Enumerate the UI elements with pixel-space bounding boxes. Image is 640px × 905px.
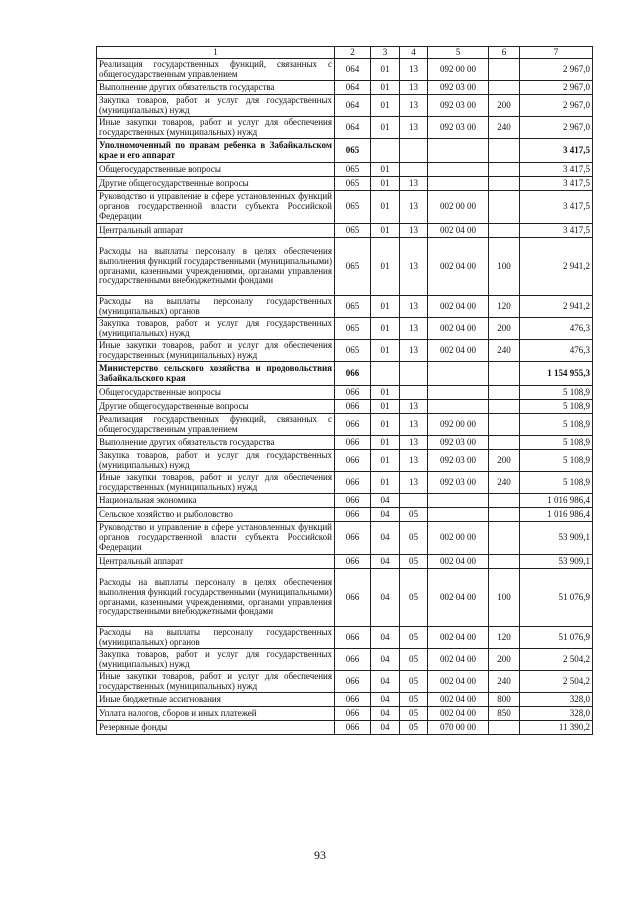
amount-cell: 5 108,9 — [520, 386, 593, 400]
expense-type-cell: 200 — [489, 649, 520, 671]
header-cell-6: 6 — [489, 47, 520, 59]
target-article-cell: 070 00 00 — [428, 721, 489, 735]
subsection-code-cell: 13 — [400, 95, 428, 117]
row-name-cell: Выполнение других обязательств государства — [97, 81, 335, 95]
row-name-cell: Уплата налогов, сборов и иных платежей — [97, 707, 335, 721]
section-code-cell: 01 — [371, 191, 400, 224]
target-article-cell: 002 04 00 — [428, 340, 489, 362]
amount-cell: 3 417,5 — [520, 191, 593, 224]
row-name-cell: Сельское хозяйство и рыболовство — [97, 508, 335, 522]
target-article-cell: 002 00 00 — [428, 191, 489, 224]
target-article-cell: 002 04 00 — [428, 649, 489, 671]
expense-type-cell: 240 — [489, 671, 520, 693]
row-name-cell: Общегосударственные вопросы — [97, 163, 335, 177]
subsection-code-cell: 13 — [400, 81, 428, 95]
amount-cell: 5 108,9 — [520, 472, 593, 494]
section-code-cell: 04 — [371, 555, 400, 569]
row-name-cell: Другие общегосударственные вопросы — [97, 400, 335, 414]
expense-type-cell: 120 — [489, 627, 520, 649]
table-row — [97, 224, 593, 238]
ministry-code-cell: 066 — [335, 693, 371, 707]
section-code-cell: 01 — [371, 318, 400, 340]
subsection-code-cell: 05 — [400, 569, 428, 627]
expense-type-cell: 200 — [489, 318, 520, 340]
expense-type-cell: 240 — [489, 340, 520, 362]
subsection-code-cell: 13 — [400, 472, 428, 494]
header-cell-7: 7 — [520, 47, 593, 59]
ministry-code-cell: 066 — [335, 707, 371, 721]
amount-cell: 2 967,0 — [520, 95, 593, 117]
amount-cell: 5 108,9 — [520, 414, 593, 436]
subsection-code-cell — [400, 362, 428, 386]
table-row — [97, 508, 593, 522]
expense-type-cell: 200 — [489, 450, 520, 472]
target-article-cell: 092 00 00 — [428, 59, 489, 81]
ministry-code-cell: 066 — [335, 522, 371, 555]
row-name-cell: Уполномоченный по правам ребенка в Забайкальском крае и его аппарат — [97, 139, 335, 163]
ministry-code-cell: 066 — [335, 414, 371, 436]
table-header-row — [97, 47, 593, 59]
ministry-code-cell: 065 — [335, 163, 371, 177]
expense-type-cell — [489, 400, 520, 414]
section-code-cell: 01 — [371, 224, 400, 238]
target-article-cell: 002 04 00 — [428, 671, 489, 693]
ministry-code-cell: 064 — [335, 59, 371, 81]
subsection-code-cell: 05 — [400, 522, 428, 555]
amount-cell: 2 941,2 — [520, 238, 593, 296]
ministry-code-cell: 065 — [335, 238, 371, 296]
ministry-code-cell: 066 — [335, 649, 371, 671]
row-name-cell: Расходы на выплаты персоналу государственных (муниципальных) органов — [97, 627, 335, 649]
section-code-cell: 04 — [371, 721, 400, 735]
row-name-cell: Расходы на выплаты персоналу государственных (муниципальных) органов — [97, 296, 335, 318]
table-row — [97, 362, 593, 386]
expense-type-cell: 100 — [489, 238, 520, 296]
header-cell-1: 1 — [97, 47, 335, 59]
amount-cell: 51 076,9 — [520, 627, 593, 649]
ministry-code-cell: 066 — [335, 436, 371, 450]
section-code-cell: 04 — [371, 569, 400, 627]
table-row — [97, 522, 593, 555]
subsection-code-cell: 05 — [400, 555, 428, 569]
amount-cell: 11 390,2 — [520, 721, 593, 735]
target-article-cell — [428, 386, 489, 400]
subsection-code-cell: 13 — [400, 450, 428, 472]
row-name-cell: Общегосударственные вопросы — [97, 386, 335, 400]
amount-cell: 3 417,5 — [520, 139, 593, 163]
table-row — [97, 450, 593, 472]
table-body — [97, 47, 593, 735]
subsection-code-cell: 05 — [400, 508, 428, 522]
ministry-code-cell: 066 — [335, 362, 371, 386]
ministry-code-cell: 065 — [335, 296, 371, 318]
target-article-cell: 092 03 00 — [428, 81, 489, 95]
table-row — [97, 139, 593, 163]
amount-cell: 476,3 — [520, 340, 593, 362]
ministry-code-cell: 065 — [335, 177, 371, 191]
table-row — [97, 569, 593, 627]
ministry-code-cell: 066 — [335, 555, 371, 569]
amount-cell: 2 941,2 — [520, 296, 593, 318]
amount-cell: 3 417,5 — [520, 177, 593, 191]
amount-cell: 1 016 986,4 — [520, 494, 593, 508]
ministry-code-cell: 066 — [335, 494, 371, 508]
row-name-cell: Национальная экономика — [97, 494, 335, 508]
table-row — [97, 177, 593, 191]
target-article-cell: 002 04 00 — [428, 707, 489, 721]
row-name-cell: Центральный аппарат — [97, 555, 335, 569]
ministry-code-cell: 064 — [335, 81, 371, 95]
expense-type-cell — [489, 555, 520, 569]
expense-type-cell: 200 — [489, 95, 520, 117]
header-cell-3: 3 — [371, 47, 400, 59]
amount-cell: 2 504,2 — [520, 649, 593, 671]
section-code-cell: 04 — [371, 627, 400, 649]
subsection-code-cell — [400, 494, 428, 508]
amount-cell: 51 076,9 — [520, 569, 593, 627]
target-article-cell: 002 04 00 — [428, 555, 489, 569]
subsection-code-cell: 13 — [400, 59, 428, 81]
target-article-cell: 092 03 00 — [428, 117, 489, 139]
amount-cell: 1 016 986,4 — [520, 508, 593, 522]
subsection-code-cell: 13 — [400, 238, 428, 296]
section-code-cell: 04 — [371, 494, 400, 508]
section-code-cell: 01 — [371, 414, 400, 436]
target-article-cell — [428, 177, 489, 191]
table-row — [97, 81, 593, 95]
section-code-cell: 04 — [371, 508, 400, 522]
amount-cell: 2 967,0 — [520, 81, 593, 95]
target-article-cell: 002 00 00 — [428, 522, 489, 555]
ministry-code-cell: 066 — [335, 508, 371, 522]
amount-cell: 3 417,5 — [520, 224, 593, 238]
section-code-cell: 01 — [371, 436, 400, 450]
subsection-code-cell — [400, 386, 428, 400]
section-code-cell — [371, 362, 400, 386]
table-row — [97, 318, 593, 340]
amount-cell: 328,0 — [520, 707, 593, 721]
expense-type-cell: 800 — [489, 693, 520, 707]
expense-type-cell: 100 — [489, 569, 520, 627]
table-row — [97, 117, 593, 139]
target-article-cell: 002 04 00 — [428, 224, 489, 238]
subsection-code-cell: 05 — [400, 693, 428, 707]
section-code-cell: 01 — [371, 117, 400, 139]
table-row — [97, 649, 593, 671]
subsection-code-cell: 13 — [400, 117, 428, 139]
ministry-code-cell: 066 — [335, 400, 371, 414]
target-article-cell — [428, 494, 489, 508]
row-name-cell: Иные бюджетные ассигнования — [97, 693, 335, 707]
target-article-cell — [428, 163, 489, 177]
target-article-cell — [428, 508, 489, 522]
section-code-cell: 01 — [371, 81, 400, 95]
ministry-code-cell: 065 — [335, 191, 371, 224]
target-article-cell: 002 04 00 — [428, 569, 489, 627]
subsection-code-cell — [400, 139, 428, 163]
expense-type-cell: 850 — [489, 707, 520, 721]
row-name-cell: Закупка товаров, работ и услуг для государственных (муниципальных) нужд — [97, 318, 335, 340]
row-name-cell: Выполнение других обязательств государства — [97, 436, 335, 450]
table-row — [97, 671, 593, 693]
target-article-cell: 002 04 00 — [428, 238, 489, 296]
expense-type-cell: 240 — [489, 117, 520, 139]
amount-cell: 2 967,0 — [520, 59, 593, 81]
ministry-code-cell: 065 — [335, 139, 371, 163]
page-number: 93 — [314, 848, 326, 862]
table-row — [97, 707, 593, 721]
target-article-cell: 092 03 00 — [428, 95, 489, 117]
target-article-cell: 092 03 00 — [428, 436, 489, 450]
target-article-cell: 002 04 00 — [428, 627, 489, 649]
row-name-cell: Другие общегосударственные вопросы — [97, 177, 335, 191]
header-cell-2: 2 — [335, 47, 371, 59]
amount-cell: 328,0 — [520, 693, 593, 707]
expense-type-cell — [489, 508, 520, 522]
table-row — [97, 494, 593, 508]
header-cell-5: 5 — [428, 47, 489, 59]
section-code-cell: 01 — [371, 163, 400, 177]
section-code-cell: 01 — [371, 296, 400, 318]
subsection-code-cell: 13 — [400, 296, 428, 318]
amount-cell: 1 154 955,3 — [520, 362, 593, 386]
ministry-code-cell: 064 — [335, 117, 371, 139]
header-cell-4: 4 — [400, 47, 428, 59]
section-code-cell: 04 — [371, 522, 400, 555]
subsection-code-cell: 13 — [400, 191, 428, 224]
amount-cell: 476,3 — [520, 318, 593, 340]
expense-type-cell: 120 — [489, 296, 520, 318]
subsection-code-cell — [400, 163, 428, 177]
target-article-cell: 092 03 00 — [428, 472, 489, 494]
row-name-cell: Руководство и управление в сфере установленных функций органов государственной власти субъекта Российской Федерации — [97, 522, 335, 555]
budget-table — [96, 46, 593, 735]
table-row — [97, 627, 593, 649]
table-row — [97, 555, 593, 569]
subsection-code-cell: 13 — [400, 318, 428, 340]
table-row — [97, 59, 593, 81]
target-article-cell: 092 00 00 — [428, 414, 489, 436]
table-row — [97, 414, 593, 436]
target-article-cell — [428, 362, 489, 386]
row-name-cell: Расходы на выплаты персоналу в целях обеспечения выполнения функций государственными (муниципальными) органами, казенными учреждениями, органами управления государственными внебюджетными фондами — [97, 238, 335, 296]
expense-type-cell — [489, 721, 520, 735]
expense-type-cell — [489, 139, 520, 163]
ministry-code-cell: 066 — [335, 386, 371, 400]
row-name-cell: Закупка товаров, работ и услуг для государственных (муниципальных) нужд — [97, 450, 335, 472]
ministry-code-cell: 064 — [335, 95, 371, 117]
section-code-cell: 01 — [371, 386, 400, 400]
ministry-code-cell: 066 — [335, 671, 371, 693]
expense-type-cell — [489, 177, 520, 191]
table-row — [97, 238, 593, 296]
amount-cell: 2 504,2 — [520, 671, 593, 693]
subsection-code-cell: 13 — [400, 224, 428, 238]
subsection-code-cell: 13 — [400, 414, 428, 436]
target-article-cell — [428, 400, 489, 414]
row-name-cell: Реализация государственных функций, связанных с общегосударственным управлением — [97, 59, 335, 81]
amount-cell: 5 108,9 — [520, 450, 593, 472]
subsection-code-cell: 13 — [400, 436, 428, 450]
section-code-cell: 01 — [371, 400, 400, 414]
subsection-code-cell: 13 — [400, 177, 428, 191]
section-code-cell: 04 — [371, 693, 400, 707]
expense-type-cell — [489, 436, 520, 450]
row-name-cell: Центральный аппарат — [97, 224, 335, 238]
expense-type-cell — [489, 386, 520, 400]
amount-cell: 5 108,9 — [520, 436, 593, 450]
row-name-cell: Иные закупки товаров, работ и услуг для обеспечения государственных (муниципальных) нужд — [97, 671, 335, 693]
subsection-code-cell: 05 — [400, 707, 428, 721]
amount-cell: 53 909,1 — [520, 555, 593, 569]
subsection-code-cell: 13 — [400, 340, 428, 362]
expense-type-cell — [489, 522, 520, 555]
section-code-cell: 04 — [371, 649, 400, 671]
expense-type-cell — [489, 81, 520, 95]
row-name-cell: Иные закупки товаров, работ и услуг для обеспечения государственных (муниципальных) нужд — [97, 117, 335, 139]
row-name-cell: Расходы на выплаты персоналу в целях обеспечения выполнения функций государственными (муниципальными) органами, казенными учреждениями, органами управления государственными внебюджетными фондами — [97, 569, 335, 627]
table-row — [97, 340, 593, 362]
table-row — [97, 191, 593, 224]
table-row — [97, 472, 593, 494]
row-name-cell: Резервные фонды — [97, 721, 335, 735]
ministry-code-cell: 066 — [335, 721, 371, 735]
expense-type-cell — [489, 362, 520, 386]
subsection-code-cell: 05 — [400, 649, 428, 671]
subsection-code-cell: 05 — [400, 627, 428, 649]
section-code-cell: 01 — [371, 450, 400, 472]
expense-type-cell — [489, 224, 520, 238]
row-name-cell: Закупка товаров, работ и услуг для государственных (муниципальных) нужд — [97, 649, 335, 671]
subsection-code-cell: 05 — [400, 671, 428, 693]
amount-cell: 53 909,1 — [520, 522, 593, 555]
target-article-cell — [428, 139, 489, 163]
row-name-cell: Закупка товаров, работ и услуг для государственных (муниципальных) нужд — [97, 95, 335, 117]
target-article-cell: 002 04 00 — [428, 296, 489, 318]
target-article-cell: 002 04 00 — [428, 693, 489, 707]
section-code-cell: 01 — [371, 472, 400, 494]
subsection-code-cell: 05 — [400, 721, 428, 735]
ministry-code-cell: 065 — [335, 340, 371, 362]
section-code-cell: 01 — [371, 340, 400, 362]
section-code-cell: 01 — [371, 177, 400, 191]
expense-type-cell — [489, 163, 520, 177]
row-name-cell: Министерство сельского хозяйства и продовольствия Забайкальского края — [97, 362, 335, 386]
section-code-cell — [371, 139, 400, 163]
ministry-code-cell: 065 — [335, 318, 371, 340]
table-row — [97, 721, 593, 735]
section-code-cell: 01 — [371, 95, 400, 117]
expense-type-cell — [489, 414, 520, 436]
amount-cell: 3 417,5 — [520, 163, 593, 177]
row-name-cell: Иные закупки товаров, работ и услуг для обеспечения государственных (муниципальных) нужд — [97, 340, 335, 362]
expense-type-cell — [489, 191, 520, 224]
expense-type-cell — [489, 494, 520, 508]
table-row — [97, 400, 593, 414]
table-row — [97, 95, 593, 117]
ministry-code-cell: 066 — [335, 569, 371, 627]
table-row — [97, 693, 593, 707]
ministry-code-cell: 066 — [335, 450, 371, 472]
table-row — [97, 296, 593, 318]
expense-type-cell — [489, 59, 520, 81]
ministry-code-cell: 066 — [335, 472, 371, 494]
subsection-code-cell: 13 — [400, 400, 428, 414]
ministry-code-cell: 066 — [335, 627, 371, 649]
section-code-cell: 01 — [371, 238, 400, 296]
target-article-cell: 002 04 00 — [428, 318, 489, 340]
amount-cell: 5 108,9 — [520, 400, 593, 414]
section-code-cell: 04 — [371, 671, 400, 693]
section-code-cell: 01 — [371, 59, 400, 81]
table-row — [97, 436, 593, 450]
section-code-cell: 04 — [371, 707, 400, 721]
amount-cell: 2 967,0 — [520, 117, 593, 139]
table-row — [97, 163, 593, 177]
row-name-cell: Иные закупки товаров, работ и услуг для обеспечения государственных (муниципальных) нужд — [97, 472, 335, 494]
table-row — [97, 386, 593, 400]
ministry-code-cell: 065 — [335, 224, 371, 238]
row-name-cell: Реализация государственных функций, связанных с общегосударственным управлением — [97, 414, 335, 436]
target-article-cell: 092 03 00 — [428, 450, 489, 472]
row-name-cell: Руководство и управление в сфере установленных функций органов государственной власти субъекта Российской Федерации — [97, 191, 335, 224]
expense-type-cell: 240 — [489, 472, 520, 494]
